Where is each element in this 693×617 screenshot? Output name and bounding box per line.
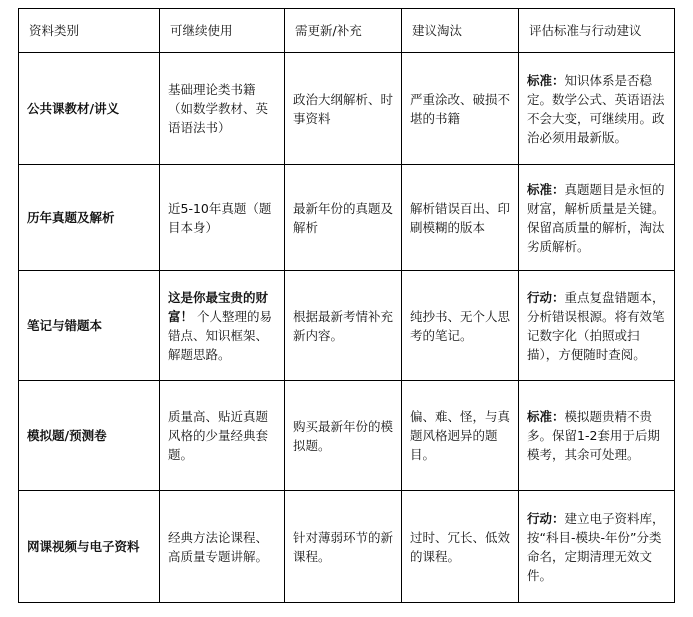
evaluation-label: 行动：: [527, 510, 565, 526]
eliminate-cell: 偏、难、怪，与真题风格迥异的题目。: [402, 381, 519, 491]
eliminate-cell: 纯抄书、无个人思考的笔记。: [402, 271, 519, 381]
header-update: 需更新/补充: [285, 9, 402, 53]
update-cell: 最新年份的真题及解析: [285, 165, 402, 271]
update-cell: 政治大纲解析、时事资料: [285, 53, 402, 165]
category-cell: 笔记与错题本: [19, 271, 160, 381]
evaluation-text: 重点复盘错题本，分析错误根源。将有效笔记数字化（拍照或扫描），方便随时查阅。: [527, 289, 665, 362]
evaluation-cell: [519, 491, 675, 603]
evaluation-cell: [519, 165, 675, 271]
keep-cell: 质量高、贴近真题风格的少量经典套题。: [160, 381, 285, 491]
table-row: [19, 53, 675, 165]
table-row: [19, 491, 675, 603]
category-cell: 网课视频与电子资料: [19, 491, 160, 603]
eliminate-cell: 严重涂改、破损不堪的书籍: [402, 53, 519, 165]
category-cell: 公共课教材/讲义: [19, 53, 160, 165]
update-cell: 购买最新年份的模拟题。: [285, 381, 402, 491]
keep-text: 个人整理的易错点、知识框架、解题思路。: [168, 308, 273, 362]
evaluation-label: 行动：: [527, 289, 565, 305]
table-header-row: [19, 9, 675, 53]
header-evaluation: 评估标准与行动建议: [519, 9, 675, 53]
category-cell: 模拟题/预测卷: [19, 381, 160, 491]
header-keep: 可继续使用: [160, 9, 285, 53]
table-row: [19, 381, 675, 491]
evaluation-text: 知识体系是否稳定。数学公式、英语语法不会大变，可继续用。政治必须用最新版。: [527, 72, 665, 145]
evaluation-label: 标准：: [527, 72, 565, 88]
evaluation-text: 模拟题贵精不贵多。保留1-2套用于后期模考，其余可处理。: [527, 409, 660, 462]
evaluation-cell: [519, 271, 675, 381]
evaluation-text: 真题题目是永恒的财富，解析质量是关键。保留高质量的解析，淘汰劣质解析。: [527, 181, 665, 254]
update-cell: 针对薄弱环节的新课程。: [285, 491, 402, 603]
update-cell: 根据最新考情补充新内容。: [285, 271, 402, 381]
keep-emphasis: 这是你最宝贵的财富！: [168, 289, 269, 324]
table-row: [19, 271, 675, 381]
materials-evaluation-table: [18, 8, 675, 603]
evaluation-cell: [519, 381, 675, 491]
evaluation-label: 标准：: [527, 181, 565, 197]
keep-cell: 经典方法论课程、高质量专题讲解。: [160, 491, 285, 603]
keep-cell: 基础理论类书籍（如数学教材、英语语法书）: [160, 53, 285, 165]
category-cell: 历年真题及解析: [19, 165, 160, 271]
eliminate-cell: 解析错误百出、印刷模糊的版本: [402, 165, 519, 271]
evaluation-cell: [519, 53, 675, 165]
header-eliminate: 建议淘汰: [402, 9, 519, 53]
table-row: [19, 165, 675, 271]
evaluation-label: 标准：: [527, 409, 565, 424]
keep-cell: [160, 271, 285, 381]
eliminate-cell: 过时、冗长、低效的课程。: [402, 491, 519, 603]
keep-cell: 近5-10年真题（题目本身）: [160, 165, 285, 271]
evaluation-text: 建立电子资料库，按“科目-模块-年份”分类命名，定期清理无效文件。: [527, 510, 665, 583]
header-category: 资料类别: [19, 9, 160, 53]
